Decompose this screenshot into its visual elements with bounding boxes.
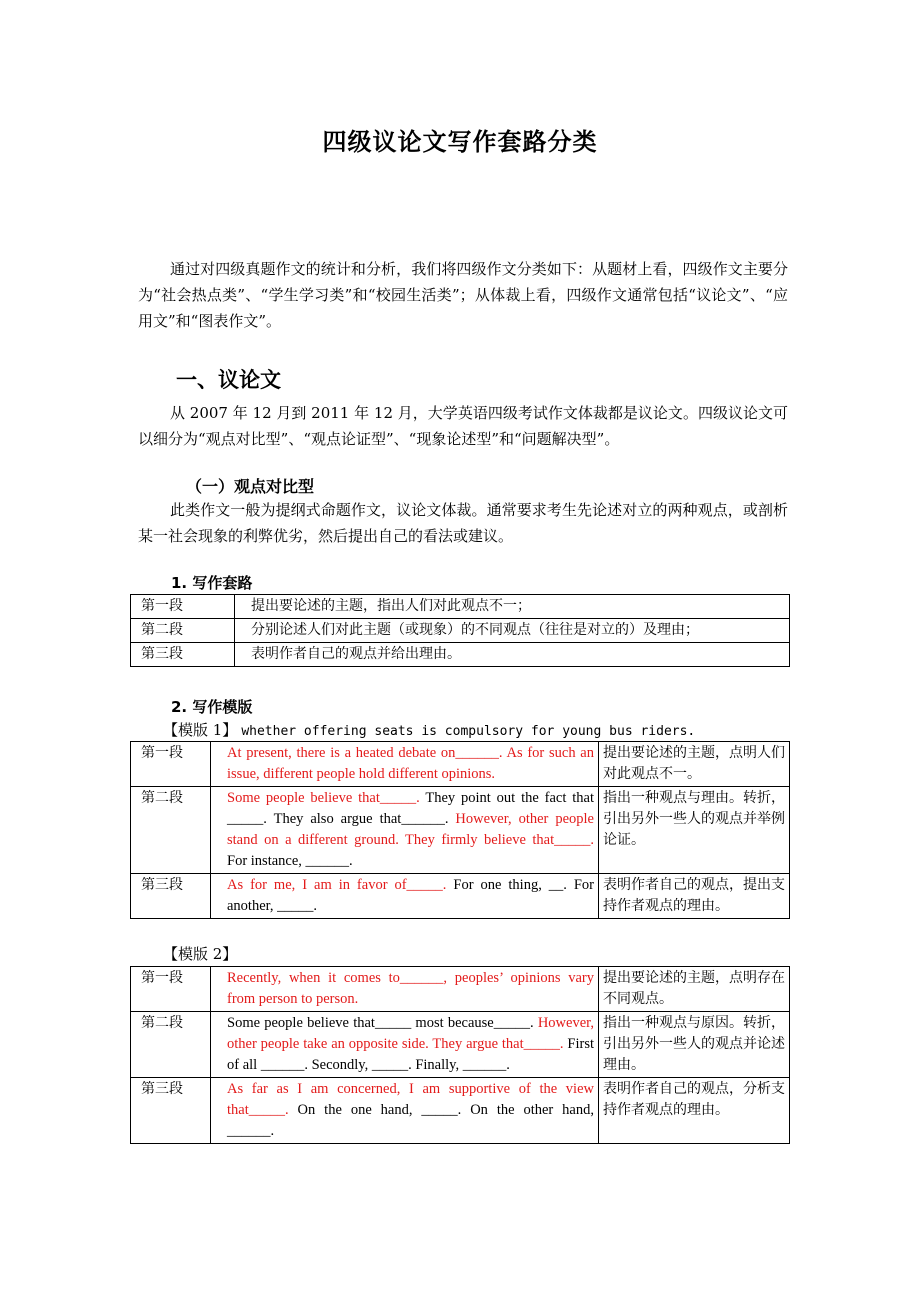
templates-heading: 2. 写作模版 xyxy=(171,698,253,716)
para-label: 第三段 xyxy=(131,643,235,667)
template-sentence xyxy=(211,967,599,1012)
table-row xyxy=(131,874,790,919)
para-label: 第一段 xyxy=(131,595,235,619)
template-sentence xyxy=(211,787,599,874)
table-row xyxy=(131,595,790,619)
para-label: 第三段 xyxy=(131,874,211,919)
para-label: 第二段 xyxy=(131,1012,211,1078)
template-note: 表明作者自己的观点，分析支持作者观点的理由。 xyxy=(599,1078,790,1144)
routine-text: 提出要论述的主题，指出人们对此观点不一； xyxy=(235,595,790,619)
template-note: 提出要论述的主题，点明人们对此观点不一。 xyxy=(599,742,790,787)
table-row xyxy=(131,742,790,787)
template-sentence xyxy=(211,742,599,787)
template1-topic: whether offering seats is compulsory for young bus riders. xyxy=(241,724,696,739)
routine-text: 分别论述人们对此主题（或现象）的不同观点（往往是对立的）及理由； xyxy=(235,619,790,643)
template-sentence xyxy=(211,874,599,919)
para-label: 第二段 xyxy=(131,619,235,643)
template-sentence xyxy=(211,1012,599,1078)
routine-text: 表明作者自己的观点并给出理由。 xyxy=(235,643,790,667)
para-label: 第一段 xyxy=(131,967,211,1012)
subsection-description: 此类作文一般为提纲式命题作文，议论文体裁。通常要求考生先论述对立的两种观点，或剖析某一社会现象的利弊优劣，然后提出自己的看法或建议。 xyxy=(138,501,788,545)
page-title: 四级议论文写作套路分类 xyxy=(322,128,598,156)
table-row xyxy=(131,787,790,874)
red-text: As far as I am concerned, I am supportive of the view that_____. xyxy=(227,1081,594,1118)
para-label: 第二段 xyxy=(131,787,211,874)
black-text: For one thing, __. For another, _____. xyxy=(227,877,595,914)
red-text: Some people believe that_____. xyxy=(227,790,420,806)
para-label: 第一段 xyxy=(131,742,211,787)
template1-label-line xyxy=(163,719,695,740)
table-row xyxy=(131,1078,790,1144)
table-row xyxy=(131,643,790,667)
template2-table xyxy=(130,966,790,1144)
template-note: 指出一种观点与原因。转折，引出另外一些人的观点并论述理由。 xyxy=(599,1012,790,1078)
template1-label: 【模版 1】 xyxy=(163,721,238,739)
black-text: On the one hand, _____. On the other hand, ______. xyxy=(227,1102,594,1139)
red-text: At present, there is a heated debate on______. As for such an issue, different people hold different opinions. xyxy=(227,745,594,782)
red-text: Recently, when it comes to______, peoples’ opinions vary from person to person. xyxy=(227,970,594,1007)
section-heading: 一、议论文 xyxy=(176,368,281,392)
template-note: 指出一种观点与理由。转折，引出另外一些人的观点并举例论证。 xyxy=(599,787,790,874)
black-text: First of all ______. Secondly, _____. Finally, ______. xyxy=(227,1036,595,1073)
routine-table xyxy=(130,594,790,667)
red-text: However, other people take an opposite side. They argue that_____. xyxy=(227,1015,594,1052)
table-row xyxy=(131,967,790,1012)
black-text: For instance, ______. xyxy=(227,853,353,869)
routine-heading: 1. 写作套路 xyxy=(171,574,253,592)
black-text: Some people believe that_____ most because_____. xyxy=(227,1015,538,1031)
template-note: 表明作者自己的观点，提出支持作者观点的理由。 xyxy=(599,874,790,919)
para-label: 第三段 xyxy=(131,1078,211,1144)
red-text: However, other people stand on a different ground. They firmly believe that_____. xyxy=(227,811,594,848)
subsection-heading: （一）观点对比型 xyxy=(186,477,315,496)
template1-table xyxy=(130,741,790,919)
template-sentence xyxy=(211,1078,599,1144)
black-text: They point out the fact that _____. They also argue that______. xyxy=(227,790,594,827)
table-row xyxy=(131,1012,790,1078)
intro-paragraph: 通过对四级真题作文的统计和分析，我们将四级作文分类如下：从题材上看，四级作文主要分为“社会热点类”、“学生学习类”和“校园生活类”；从体裁上看，四级作文通常包括“议论文”、“应用文”和“图表作文”。 xyxy=(138,260,788,330)
table-row xyxy=(131,619,790,643)
section-description: 从 2007 年 12 月到 2011 年 12 月，大学英语四级考试作文体裁都是议论文。四级议论文可以细分为“观点对比型”、“观点论证型”、“现象论述型”和“问题解决型”。 xyxy=(138,404,788,448)
template-note: 提出要论述的主题，点明存在不同观点。 xyxy=(599,967,790,1012)
red-text: As for me, I am in favor of_____. xyxy=(227,877,447,893)
template2-label: 【模版 2】 xyxy=(163,945,238,963)
